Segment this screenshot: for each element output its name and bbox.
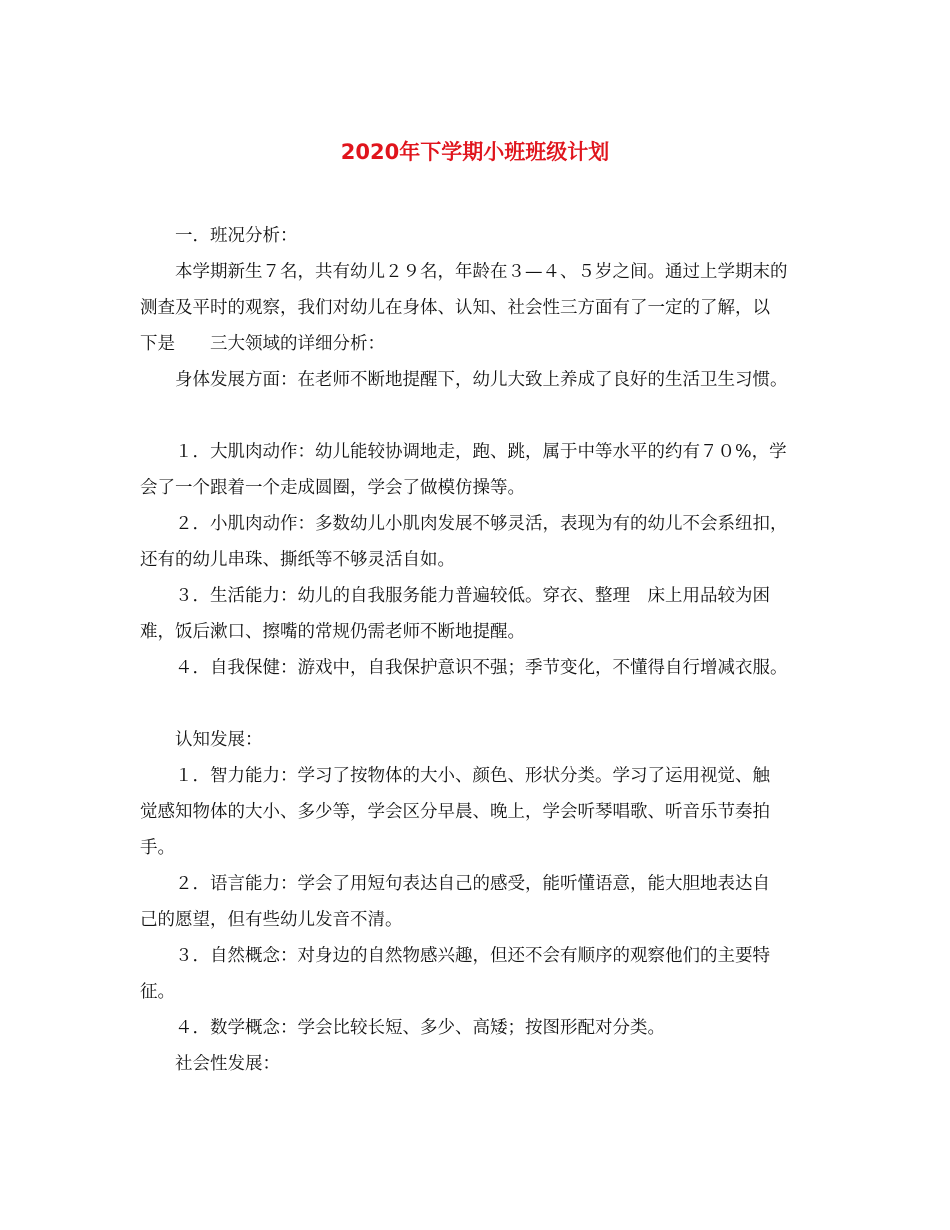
list-item-line: ４．自我保健：游戏中，自我保护意识不强；季节变化，不懂得自行增减衣服。 [175,658,788,678]
paragraph-line: 测查及平时的观察，我们对幼儿在身体、认知、社会性三方面有了一定的了解，以 [140,298,770,318]
section-heading: 认知发展： [175,730,263,750]
list-item-line: 己的愿望，但有些幼儿发音不清。 [140,910,403,930]
list-item-line: 还有的幼儿串珠、撕纸等不够灵活自如。 [140,550,455,570]
section-heading: 社会性发展： [175,1054,280,1074]
list-item-line: ４．数学概念：学会比较长短、多少、高矮；按图形配对分类。 [175,1018,665,1038]
list-item-line: 觉感知物体的大小、多少等，学会区分早晨、晚上，学会听琴唱歌、听音乐节奏拍 [140,802,770,822]
paragraph-line: 身体发展方面：在老师不断地提醒下，幼儿大致上养成了良好的生活卫生习惯。 [175,370,788,390]
list-item-line: 难，饭后漱口、擦嘴的常规仍需老师不断地提醒。 [140,622,525,642]
list-item-line: 征。 [140,982,175,1002]
list-item-line: ３．生活能力：幼儿的自我服务能力普遍较低。穿衣、整理 床上用品较为困 [175,586,770,606]
list-item-line: ３．自然概念：对身边的自然物感兴趣，但还不会有顺序的观察他们的主要特 [175,946,770,966]
list-item-line: 会了一个跟着一个走成圆圈，学会了做模仿操等。 [140,478,525,498]
document-title: 2020年下学期小班班级计划 [340,140,610,164]
list-item-line: ２．小肌肉动作：多数幼儿小肌肉发展不够灵活，表现为有的幼儿不会系纽扣， [175,514,788,534]
list-item-line: ２．语言能力：学会了用短句表达自己的感受，能听懂语意，能大胆地表达自 [175,874,770,894]
list-item-line: １．大肌肉动作：幼儿能较协调地走，跑、跳，属于中等水平的约有７０%，学 [175,442,787,462]
list-item-line: １．智力能力：学习了按物体的大小、颜色、形状分类。学习了运用视觉、触 [175,766,770,786]
list-item-line: 手。 [140,838,175,858]
section-heading: 一．班况分析： [175,226,298,246]
paragraph-line: 下是 三大领域的详细分析： [140,334,385,354]
paragraph-line: 本学期新生７名，共有幼儿２９名，年龄在３—４、５岁之间。通过上学期末的 [175,262,788,282]
